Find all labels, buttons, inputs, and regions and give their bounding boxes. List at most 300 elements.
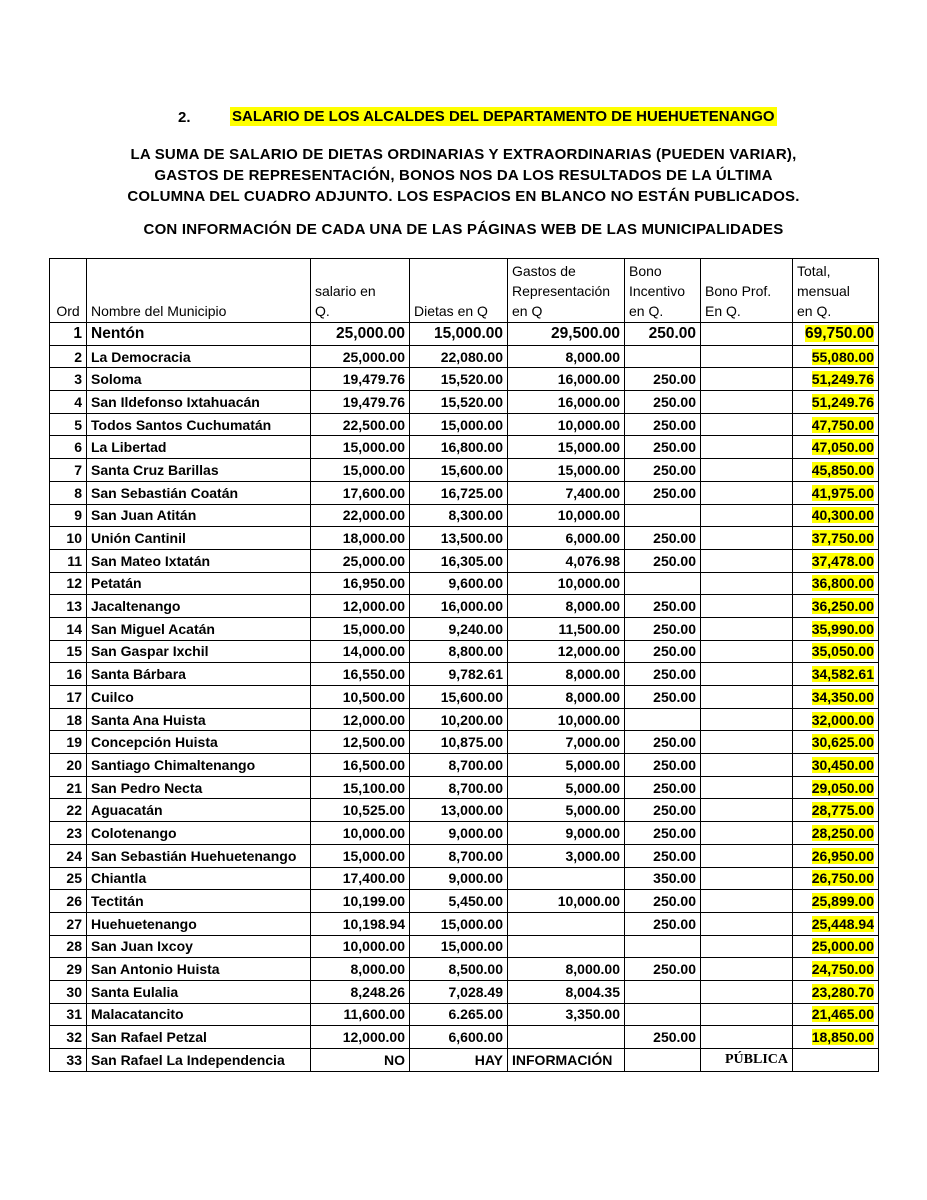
cell-salario: 15,000.00 — [311, 436, 410, 459]
cell-ord: 22 — [50, 799, 87, 822]
cell-municipio: San Sebastián Coatán — [87, 481, 311, 504]
cell-bono-prof — [701, 572, 793, 595]
cell-municipio: Chiantla — [87, 867, 311, 890]
cell-municipio: Unión Cantinil — [87, 527, 311, 550]
cell-bono-incentivo: 250.00 — [625, 822, 701, 845]
cell-total — [793, 958, 879, 981]
total-value: 35,050.00 — [811, 643, 874, 660]
total-value: 30,450.00 — [811, 756, 874, 773]
cell-total — [793, 1003, 879, 1026]
header-text: mensual — [797, 283, 850, 299]
cell-ord: 33 — [50, 1049, 87, 1072]
cell-bono-prof — [701, 640, 793, 663]
cell-dietas: 10,200.00 — [410, 708, 508, 731]
cell-total — [793, 708, 879, 731]
table-row — [50, 504, 879, 527]
cell-total — [793, 572, 879, 595]
total-value: 35,990.00 — [811, 620, 874, 637]
cell-municipio: Cuilco — [87, 686, 311, 709]
cell-gastos: 15,000.00 — [508, 459, 625, 482]
cell-ord: 27 — [50, 912, 87, 935]
cell-bono-prof — [701, 822, 793, 845]
cell-gastos: 9,000.00 — [508, 822, 625, 845]
header-dietas — [410, 259, 508, 323]
section-number: 2. — [178, 109, 191, 126]
cell-municipio: Santiago Chimaltenango — [87, 754, 311, 777]
cell-gastos: 3,350.00 — [508, 1003, 625, 1026]
cell-bono-incentivo: 250.00 — [625, 368, 701, 391]
cell-dietas: 5,450.00 — [410, 890, 508, 913]
cell-municipio: San Gaspar Ixchil — [87, 640, 311, 663]
cell-bono-incentivo: 250.00 — [625, 731, 701, 754]
cell-gastos — [508, 1026, 625, 1049]
cell-municipio: Nentón — [87, 323, 311, 346]
total-value: 47,750.00 — [811, 416, 874, 433]
table-row — [50, 345, 879, 368]
cell-salario: 25,000.00 — [311, 323, 410, 346]
table-row — [50, 822, 879, 845]
table-row — [50, 980, 879, 1003]
total-value: 23,280.70 — [811, 983, 874, 1000]
cell-bono-prof — [701, 504, 793, 527]
cell-bono-incentivo: 250.00 — [625, 459, 701, 482]
table-row — [50, 912, 879, 935]
cell-total — [793, 436, 879, 459]
cell-bono-prof — [701, 776, 793, 799]
cell-dietas: 15,000.00 — [410, 935, 508, 958]
header-text: Total, — [797, 263, 831, 279]
table-row — [50, 1049, 879, 1072]
cell-gastos: 8,000.00 — [508, 663, 625, 686]
table-body — [50, 323, 879, 1072]
cell-bono-prof — [701, 890, 793, 913]
cell-dietas: 8,700.00 — [410, 844, 508, 867]
cell-bono-incentivo: 250.00 — [625, 481, 701, 504]
cell-municipio: San Juan Atitán — [87, 504, 311, 527]
cell-gastos: 7,000.00 — [508, 731, 625, 754]
cell-bono-prof — [701, 368, 793, 391]
cell-dietas: 16,305.00 — [410, 549, 508, 572]
cell-total — [793, 617, 879, 640]
cell-salario: 16,550.00 — [311, 663, 410, 686]
cell-bono-incentivo — [625, 504, 701, 527]
cell-salario: 12,500.00 — [311, 731, 410, 754]
source-note: CON INFORMACIÓN DE CADA UNA DE LAS PÁGINAS WEB DE LAS MUNICIPALIDADES — [143, 221, 784, 238]
cell-salario: 12,000.00 — [311, 708, 410, 731]
cell-total — [793, 867, 879, 890]
header-total — [793, 259, 879, 323]
cell-bono-prof — [701, 754, 793, 777]
cell-bono-prof — [701, 980, 793, 1003]
cell-salario: 10,525.00 — [311, 799, 410, 822]
header-text: Representación — [512, 283, 611, 299]
cell-bono-incentivo: 250.00 — [625, 391, 701, 414]
intro-line: GASTOS DE REPRESENTACIÓN, BONOS NOS DA LOS RESULTADOS DE LA ÚLTIMA — [154, 167, 773, 184]
cell-ord: 23 — [50, 822, 87, 845]
table-row — [50, 481, 879, 504]
cell-bono-incentivo — [625, 980, 701, 1003]
cell-bono-incentivo: 250.00 — [625, 844, 701, 867]
cell-municipio: Petatán — [87, 572, 311, 595]
table-row — [50, 958, 879, 981]
total-value: 29,050.00 — [811, 779, 874, 796]
cell-ord: 30 — [50, 980, 87, 1003]
cell-dietas: 6.265.00 — [410, 1003, 508, 1026]
cell-salario: 10,000.00 — [311, 822, 410, 845]
cell-dietas: 16,000.00 — [410, 595, 508, 618]
header-text: en Q. — [629, 303, 664, 319]
cell-municipio: Colotenango — [87, 822, 311, 845]
cell-salario: 25,000.00 — [311, 549, 410, 572]
intro-paragraph — [0, 144, 927, 207]
cell-gastos — [508, 867, 625, 890]
cell-gastos: 12,000.00 — [508, 640, 625, 663]
header-text: Bono Prof. — [705, 283, 772, 299]
cell-dietas: 15,000.00 — [410, 323, 508, 346]
cell-gastos: 15,000.00 — [508, 436, 625, 459]
table-header-row — [50, 259, 879, 323]
cell-bono-incentivo — [625, 708, 701, 731]
header-municipio — [87, 259, 311, 323]
total-value: 55,080.00 — [811, 348, 874, 365]
total-value: 40,300.00 — [811, 507, 874, 524]
cell-salario: 17,600.00 — [311, 481, 410, 504]
cell-bono-prof — [701, 844, 793, 867]
cell-dietas: 8,500.00 — [410, 958, 508, 981]
cell-dietas: 9,000.00 — [410, 867, 508, 890]
table-row — [50, 527, 879, 550]
header-text: En Q. — [705, 303, 741, 319]
cell-salario: 25,000.00 — [311, 345, 410, 368]
table-row — [50, 754, 879, 777]
cell-salario: 8,248.26 — [311, 980, 410, 1003]
cell-gastos: 10,000.00 — [508, 708, 625, 731]
cell-bono-incentivo — [625, 1049, 701, 1072]
cell-bono-prof — [701, 799, 793, 822]
cell-total — [793, 368, 879, 391]
cell-gastos: 10,000.00 — [508, 413, 625, 436]
cell-dietas: 6,600.00 — [410, 1026, 508, 1049]
cell-bono-incentivo: 250.00 — [625, 413, 701, 436]
table-row — [50, 708, 879, 731]
cell-ord: 2 — [50, 345, 87, 368]
cell-bono-incentivo: 250.00 — [625, 958, 701, 981]
table-row — [50, 663, 879, 686]
cell-gastos: 8,000.00 — [508, 686, 625, 709]
cell-bono-incentivo: 250.00 — [625, 436, 701, 459]
cell-dietas: 16,725.00 — [410, 481, 508, 504]
cell-municipio: Santa Eulalia — [87, 980, 311, 1003]
cell-gastos: 5,000.00 — [508, 776, 625, 799]
cell-bono-prof — [701, 958, 793, 981]
cell-salario: 18,000.00 — [311, 527, 410, 550]
table-row — [50, 1026, 879, 1049]
cell-ord: 25 — [50, 867, 87, 890]
table-row — [50, 391, 879, 414]
cell-municipio: Jacaltenango — [87, 595, 311, 618]
cell-salario: 10,199.00 — [311, 890, 410, 913]
cell-ord: 17 — [50, 686, 87, 709]
cell-ord: 24 — [50, 844, 87, 867]
cell-dietas: 9,600.00 — [410, 572, 508, 595]
table-row — [50, 935, 879, 958]
total-value: 36,800.00 — [811, 575, 874, 592]
cell-ord: 31 — [50, 1003, 87, 1026]
cell-ord: 14 — [50, 617, 87, 640]
cell-salario: 11,600.00 — [311, 1003, 410, 1026]
header-text: Incentivo — [629, 283, 686, 299]
cell-gastos: 4,076.98 — [508, 549, 625, 572]
cell-gastos — [508, 935, 625, 958]
total-value: 37,750.00 — [811, 530, 874, 547]
cell-bono-incentivo — [625, 935, 701, 958]
cell-dietas: 16,800.00 — [410, 436, 508, 459]
cell-salario: 15,000.00 — [311, 617, 410, 640]
cell-municipio: San Rafael La Independencia — [87, 1049, 311, 1072]
total-value: 30,625.00 — [811, 734, 874, 751]
cell-gastos: INFORMACIÓN — [508, 1049, 625, 1072]
cell-total — [793, 413, 879, 436]
total-value: 41,975.00 — [811, 484, 874, 501]
cell-salario: 14,000.00 — [311, 640, 410, 663]
cell-gastos: 11,500.00 — [508, 617, 625, 640]
total-value: 25,000.00 — [811, 938, 874, 955]
table-row — [50, 844, 879, 867]
cell-municipio: Concepción Huista — [87, 731, 311, 754]
total-value: 36,250.00 — [811, 598, 874, 615]
cell-bono-incentivo: 250.00 — [625, 912, 701, 935]
cell-bono-prof — [701, 436, 793, 459]
cell-bono-incentivo — [625, 572, 701, 595]
cell-bono-prof — [701, 686, 793, 709]
cell-salario: 19,479.76 — [311, 391, 410, 414]
cell-salario: 10,000.00 — [311, 935, 410, 958]
cell-dietas: 8,700.00 — [410, 776, 508, 799]
cell-bono-prof — [701, 391, 793, 414]
cell-gastos: 29,500.00 — [508, 323, 625, 346]
table-row — [50, 776, 879, 799]
header-text: en Q. — [797, 303, 832, 319]
cell-salario: 17,400.00 — [311, 867, 410, 890]
cell-salario: 15,100.00 — [311, 776, 410, 799]
table-row — [50, 799, 879, 822]
cell-ord: 15 — [50, 640, 87, 663]
cell-bono-incentivo: 250.00 — [625, 776, 701, 799]
cell-total — [793, 549, 879, 572]
cell-ord: 20 — [50, 754, 87, 777]
cell-municipio: San Ildefonso Ixtahuacán — [87, 391, 311, 414]
cell-municipio: Santa Cruz Barillas — [87, 459, 311, 482]
cell-bono-prof — [701, 867, 793, 890]
cell-gastos: 5,000.00 — [508, 799, 625, 822]
cell-ord: 32 — [50, 1026, 87, 1049]
total-value: 69,750.00 — [805, 324, 874, 342]
header-text: en Q — [512, 303, 543, 319]
cell-total — [793, 980, 879, 1003]
header-bono-incentivo — [625, 259, 701, 323]
total-value: 25,899.00 — [811, 893, 874, 910]
cell-bono-prof — [701, 935, 793, 958]
cell-ord: 1 — [50, 323, 87, 346]
cell-bono-prof — [701, 549, 793, 572]
total-value: 47,050.00 — [811, 439, 874, 456]
cell-total — [793, 663, 879, 686]
table-row — [50, 595, 879, 618]
table-row — [50, 323, 879, 346]
cell-municipio: La Libertad — [87, 436, 311, 459]
cell-total — [793, 345, 879, 368]
cell-bono-prof — [701, 731, 793, 754]
cell-dietas: 9,240.00 — [410, 617, 508, 640]
cell-total — [793, 844, 879, 867]
table-row — [50, 686, 879, 709]
cell-municipio: Soloma — [87, 368, 311, 391]
cell-total — [793, 822, 879, 845]
cell-municipio: Tectitán — [87, 890, 311, 913]
cell-bono-incentivo: 250.00 — [625, 799, 701, 822]
header-text: Nombre del Municipio — [91, 303, 227, 319]
header-text: Gastos de — [512, 263, 576, 279]
cell-gastos: 5,000.00 — [508, 754, 625, 777]
cell-total — [793, 481, 879, 504]
cell-gastos: 3,000.00 — [508, 844, 625, 867]
cell-ord: 5 — [50, 413, 87, 436]
cell-gastos: 10,000.00 — [508, 504, 625, 527]
cell-municipio: Aguacatán — [87, 799, 311, 822]
cell-municipio: San Juan Ixcoy — [87, 935, 311, 958]
cell-ord: 13 — [50, 595, 87, 618]
cell-dietas: 8,300.00 — [410, 504, 508, 527]
table-row — [50, 867, 879, 890]
cell-ord: 6 — [50, 436, 87, 459]
cell-gastos: 10,000.00 — [508, 572, 625, 595]
total-value: 45,850.00 — [811, 461, 874, 478]
total-value: 24,750.00 — [811, 961, 874, 978]
cell-municipio: San Sebastián Huehuetenango — [87, 844, 311, 867]
total-value: 25,448.94 — [811, 915, 874, 932]
cell-bono-incentivo: 250.00 — [625, 549, 701, 572]
cell-bono-incentivo: 250.00 — [625, 617, 701, 640]
cell-ord: 8 — [50, 481, 87, 504]
cell-total — [793, 776, 879, 799]
cell-ord: 7 — [50, 459, 87, 482]
cell-ord: 19 — [50, 731, 87, 754]
cell-gastos: 8,000.00 — [508, 958, 625, 981]
cell-municipio: San Mateo Ixtatán — [87, 549, 311, 572]
cell-ord: 18 — [50, 708, 87, 731]
cell-ord: 11 — [50, 549, 87, 572]
cell-municipio: Huehuetenango — [87, 912, 311, 935]
table-row — [50, 572, 879, 595]
total-value: 34,350.00 — [811, 688, 874, 705]
table-row — [50, 413, 879, 436]
cell-bono-incentivo — [625, 1003, 701, 1026]
cell-salario: 8,000.00 — [311, 958, 410, 981]
cell-total — [793, 640, 879, 663]
cell-salario: 12,000.00 — [311, 595, 410, 618]
total-value: 28,250.00 — [811, 824, 874, 841]
cell-dietas: 15,600.00 — [410, 459, 508, 482]
table-row — [50, 731, 879, 754]
cell-municipio: San Rafael Petzal — [87, 1026, 311, 1049]
cell-total — [793, 890, 879, 913]
header-text: Ord — [56, 303, 80, 319]
cell-dietas: 8,700.00 — [410, 754, 508, 777]
table-row — [50, 617, 879, 640]
cell-dietas: 15,520.00 — [410, 391, 508, 414]
cell-ord: 10 — [50, 527, 87, 550]
cell-gastos — [508, 912, 625, 935]
header-text: Q. — [315, 303, 330, 319]
cell-total — [793, 595, 879, 618]
total-value: 51,249.76 — [811, 371, 874, 388]
cell-bono-prof — [701, 595, 793, 618]
table-row — [50, 1003, 879, 1026]
header-ord — [50, 259, 87, 323]
table-row — [50, 549, 879, 572]
cell-total — [793, 799, 879, 822]
cell-salario: 19,479.76 — [311, 368, 410, 391]
cell-dietas: 13,500.00 — [410, 527, 508, 550]
total-value: 34,582.61 — [811, 666, 874, 683]
cell-ord: 29 — [50, 958, 87, 981]
cell-salario: 15,000.00 — [311, 844, 410, 867]
intro-line: COLUMNA DEL CUADRO ADJUNTO. LOS ESPACIOS EN BLANCO NO ESTÁN PUBLICADOS. — [127, 188, 800, 205]
cell-total — [793, 391, 879, 414]
cell-ord: 9 — [50, 504, 87, 527]
cell-salario: 10,500.00 — [311, 686, 410, 709]
table-row — [50, 640, 879, 663]
cell-dietas: 15,520.00 — [410, 368, 508, 391]
cell-dietas: HAY — [410, 1049, 508, 1072]
cell-municipio: Santa Ana Huista — [87, 708, 311, 731]
cell-ord: 16 — [50, 663, 87, 686]
cell-salario: 16,500.00 — [311, 754, 410, 777]
cell-bono-prof — [701, 912, 793, 935]
cell-gastos: 16,000.00 — [508, 391, 625, 414]
cell-total — [793, 1026, 879, 1049]
cell-municipio: San Pedro Necta — [87, 776, 311, 799]
cell-bono-prof — [701, 481, 793, 504]
cell-bono-prof — [701, 459, 793, 482]
cell-ord: 3 — [50, 368, 87, 391]
cell-total — [793, 1049, 879, 1072]
cell-dietas: 13,000.00 — [410, 799, 508, 822]
cell-dietas: 7,028.49 — [410, 980, 508, 1003]
cell-salario: 12,000.00 — [311, 1026, 410, 1049]
header-salario — [311, 259, 410, 323]
cell-dietas: 8,800.00 — [410, 640, 508, 663]
cell-dietas: 9,000.00 — [410, 822, 508, 845]
cell-bono-incentivo: 250.00 — [625, 640, 701, 663]
cell-total — [793, 912, 879, 935]
total-value: 37,478.00 — [811, 552, 874, 569]
cell-bono-incentivo: 250.00 — [625, 663, 701, 686]
cell-bono-prof — [701, 663, 793, 686]
cell-bono-prof — [701, 323, 793, 346]
cell-bono-incentivo: 250.00 — [625, 323, 701, 346]
total-value: 21,465.00 — [811, 1006, 874, 1023]
cell-bono-incentivo: 250.00 — [625, 754, 701, 777]
cell-gastos: 6,000.00 — [508, 527, 625, 550]
total-value: 18,850.00 — [811, 1029, 874, 1046]
cell-gastos: 8,000.00 — [508, 595, 625, 618]
cell-gastos: 8,004.35 — [508, 980, 625, 1003]
total-value: 51,249.76 — [811, 393, 874, 410]
table-row — [50, 890, 879, 913]
total-value: 26,950.00 — [811, 847, 874, 864]
total-value: 26,750.00 — [811, 870, 874, 887]
